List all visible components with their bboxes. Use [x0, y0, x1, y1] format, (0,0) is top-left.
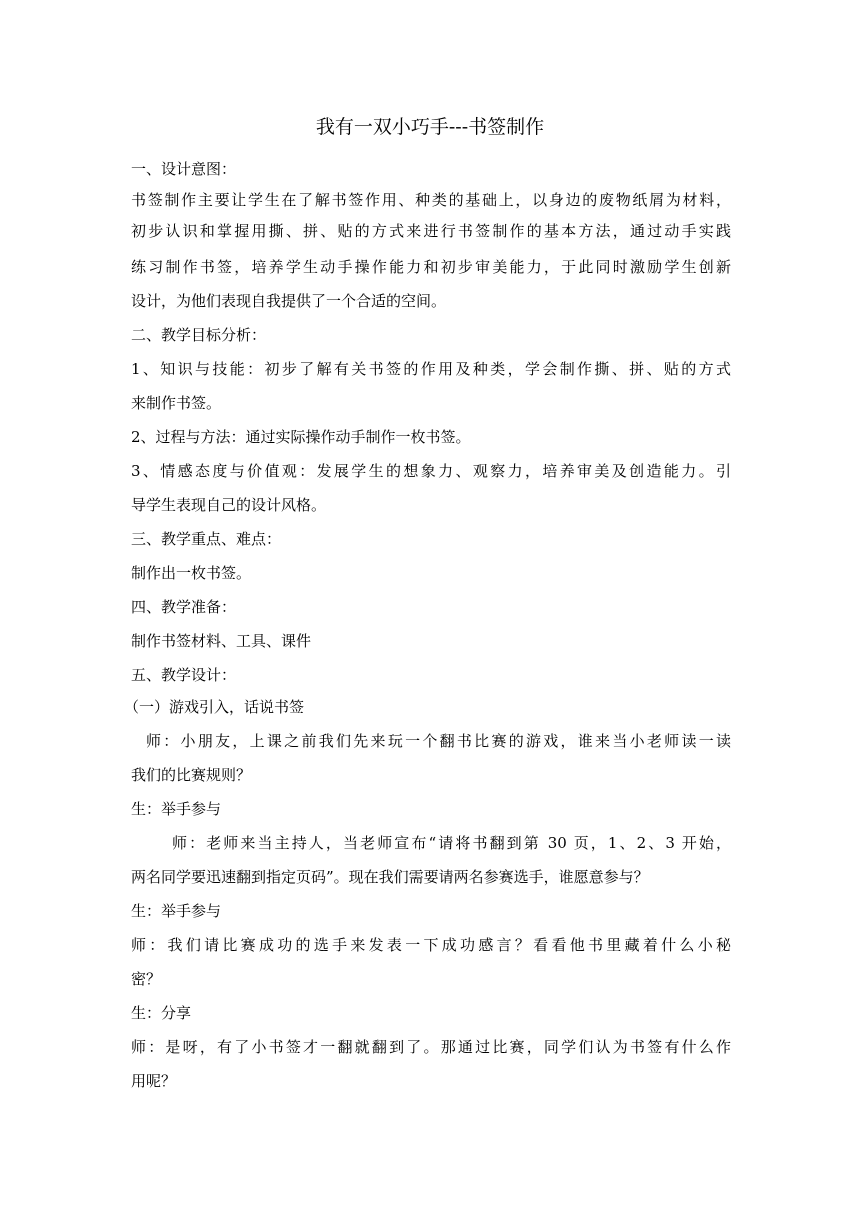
- paragraph-line: 用呢？: [131, 1072, 177, 1090]
- paragraph-line: 书签制作主要让学生在了解书签作用、种类的基础上，以身边的废物纸屑为材料，: [131, 191, 731, 209]
- paragraph-line: 师：老师来当主持人，当老师宣布“请将书翻到第 30 页，1、2、3 开始，: [172, 834, 731, 852]
- paragraph-line: 我们的比赛规则？: [131, 766, 252, 784]
- paragraph-line: 生：举手参与: [131, 800, 222, 818]
- paragraph-line: 导学生表现自己的设计风格。: [131, 496, 327, 514]
- section-heading-teaching-design: 五、教学设计：: [131, 666, 237, 684]
- section-heading-preparation: 四、教学准备：: [131, 598, 237, 616]
- section-heading-objectives: 二、教学目标分析：: [131, 326, 267, 344]
- paragraph-line: 3、情感态度与价值观：发展学生的想象力、观察力，培养审美及创造能力。引: [131, 462, 731, 480]
- paragraph-line: 生：举手参与: [131, 902, 222, 920]
- section-heading-key-points: 三、教学重点、难点：: [131, 530, 282, 548]
- paragraph-line: 来制作书签。: [131, 394, 222, 412]
- subsection-heading: （一）游戏引入，话说书签: [124, 698, 305, 716]
- document-title: 我有一双小巧手---书签制作: [315, 116, 545, 138]
- paragraph-line: 初步认识和掌握用撕、拼、贴的方式来进行书签制作的基本方法，通过动手实践: [131, 222, 731, 240]
- paragraph-line: 制作书签材料、工具、课件: [131, 632, 312, 650]
- paragraph-line: 设计，为他们表现自我提供了一个合适的空间。: [131, 292, 447, 310]
- paragraph-line: 密？: [131, 970, 162, 988]
- section-heading-design-intent: 一、设计意图：: [131, 160, 237, 178]
- paragraph-line: 师：我们请比赛成功的选手来发表一下成功感言？看看他书里藏着什么小秘: [131, 936, 731, 954]
- paragraph-line: 两名同学要迅速翻到指定页码”。现在我们需要请两名参赛选手，谁愿意参与？: [131, 868, 649, 886]
- paragraph-line: 师：是呀，有了小书签才一翻就翻到了。那通过比赛，同学们认为书签有什么作: [131, 1038, 731, 1056]
- paragraph-line: 师：小朋友，上课之前我们先来玩一个翻书比赛的游戏，谁来当小老师读一读: [146, 732, 731, 750]
- paragraph-line: 练习制作书签，培养学生动手操作能力和初步审美能力，于此同时激励学生创新: [131, 258, 731, 276]
- paragraph-line: 制作出一枚书签。: [131, 564, 252, 582]
- paragraph-line: 2、过程与方法：通过实际操作动手制作一枚书签。: [131, 428, 471, 446]
- paragraph-line: 生：分享: [131, 1004, 192, 1022]
- paragraph-line: 1、知识与技能：初步了解有关书签的作用及种类，学会制作撕、拼、贴的方式: [131, 360, 731, 378]
